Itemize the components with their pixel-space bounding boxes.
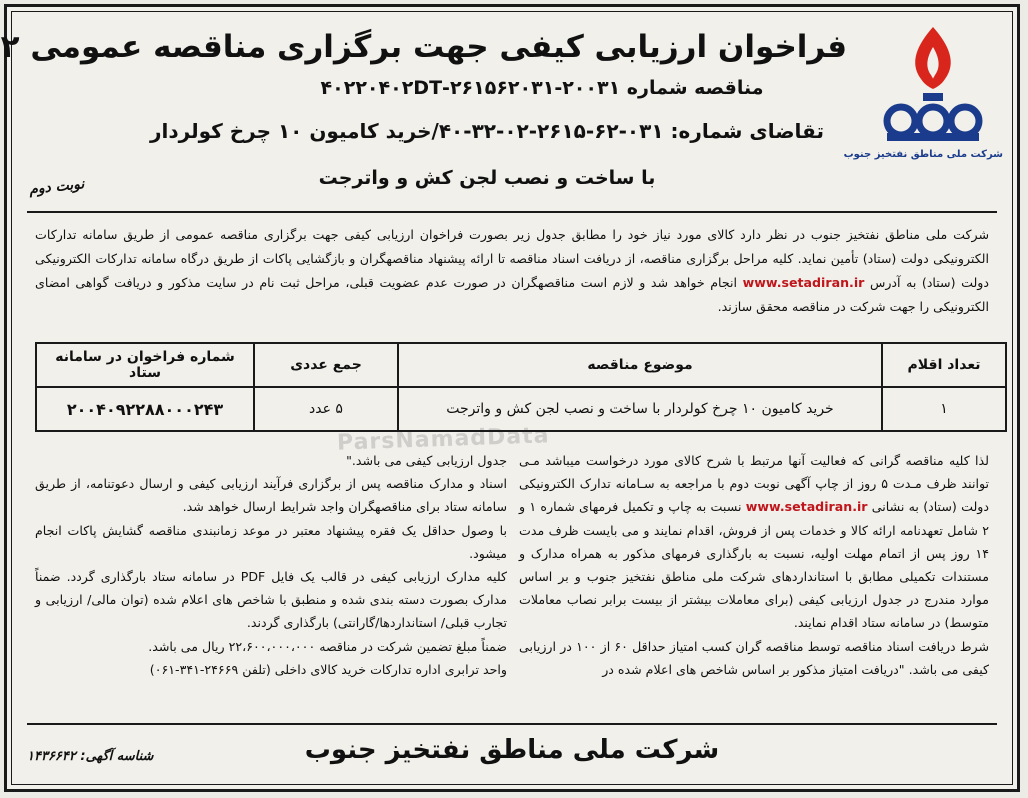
- notice-subtitle: با ساخت و نصب لجن کش و واترجت: [318, 167, 656, 189]
- footer-company-name: شرکت ملی مناطق نفتخیز جنوب: [304, 735, 720, 765]
- table-header-row: [36, 343, 1006, 387]
- tender-number: مناقصه شماره ۲۰۰۳۱-۲۶۱۵۶۲۰۳۱-۴۰۲۲۰۴۰۲DT: [320, 77, 764, 99]
- left-paragraph-1: جدول ارزیابی کیفی می باشد.": [346, 453, 507, 468]
- logo-caption: شرکت ملی مناطق نفتخیز جنوب: [843, 149, 1003, 160]
- request-number: تقاضای شماره: ۰۳۱-۶۲-۲۶۱۵-۰۲-۳۲-۴۰/خرید کامیون ۱۰ چرخ کولردار: [150, 119, 824, 143]
- right-paragraph-1: [519, 449, 989, 635]
- left-column: [35, 449, 507, 681]
- left-paragraph-5: ضمناً مبلغ تضمین شرکت در مناقصه ۲۲،۶۰۰،۰۰۰،۰۰۰ ریال می باشد.: [148, 638, 507, 654]
- footer-divider: [27, 723, 997, 725]
- intro-text-1: شرکت ملی مناطق نفتخیز جنوب در نظر دارد کالای مورد نیاز خود را مطابق جدول زیر بصورت فراخوان ارزیابی کیفی جهت برگزاری مناقصه عمومی از طریق سامانه تدارکات الکترونیکی دولت (ستاد) تأمین نماید. کلیه مراحل برگزاری مناقصه، از دریافت اسناد مناقصه تا ارائه پیشنهاد مناقصهگران و بازگشایی پاکات از طریق درگاه سامانه تدارکات الکترونیکی دولت (ستاد) به آدرس: [35, 227, 989, 290]
- setadiran-link-2[interactable]: www.setadiran.ir: [745, 499, 868, 515]
- table-row: [36, 387, 1006, 431]
- table-cell: خرید کامیون ۱۰ چرخ کولردار با ساخت و نصب لجن کش و واترجت: [398, 387, 882, 431]
- intro-paragraph: [35, 223, 989, 319]
- notice-frame: [0, 4, 1020, 792]
- company-logo: [843, 23, 1003, 173]
- right-text-2: نسبت به چاپ و تکمیل فرمهای شماره ۱ و ۲ شامل تعهدنامه ارائه کالا و خدمات پس از فروش، اقدام نمایند و می بایست ظرف مدت ۱۴ روز پس از اتمام مهلت اولیه، نسبت به بارگذاری فرمهای مذکور به همراه مدارک و مستندات تکمیلی مطابق با استانداردهای شرکت ملی مناطق نفتخیز جنوب و بر اساس موارد مندرج در جدول ارزیابی کیفی (برای معاملات بیشتر از بیست برابر نصاب معاملات متوسط) در سامانه ستاد اقدام نمایند.: [519, 499, 989, 631]
- table-cell: ۱: [882, 387, 1006, 431]
- table-header-cell: شماره فراخوان در سامانه ستاد: [36, 343, 254, 387]
- ad-id: شناسه آگهی: ۱۴۳۶۶۴۲: [27, 749, 154, 764]
- table-header-cell: موضوع مناقصه: [398, 343, 882, 387]
- intro-text-2: انجام خواهد شد و لازم است مناقصهگران در صورت عدم عضویت قبلی، مراحل ثبت نام در سایت مذکور و دریافت گواهی امضای الکترونیکی را جهت شرکت در مناقصه محقق سازند.: [35, 275, 989, 314]
- setadiran-link[interactable]: www.setadiran.ir: [742, 275, 865, 290]
- watermark: ParsNamadData: [336, 423, 550, 456]
- table-header-cell: تعداد اقلام: [882, 343, 1006, 387]
- left-paragraph-3: با وصول حداقل یک فقره پیشنهاد معتبر در موعد زمانبندی مناقصه گشایش پاکات انجام میشود.: [35, 522, 507, 561]
- turn-label: نوبت دوم: [28, 176, 85, 198]
- tender-table: [35, 342, 1007, 432]
- right-paragraph-2: شرط دریافت اسناد مناقصه توسط مناقصه گران کسب امتیاز حداقل ۶۰ از ۱۰۰ در ارزیابی کیفی می باشد. "دریافت امتیاز مذکور بر اساس شاخص های اعلام شده در: [519, 638, 990, 677]
- right-column: [519, 449, 989, 681]
- right-text-1: لذا کلیه مناقصه گرانی که فعالیت آنها مرتبط با شرح کالای مورد درخواست میباشد مـی توانند ظرف مـدت ۵ روز از چاپ آگهی نوبت دوم با مراجعه به سـامانه تدارک الکترونیکی دولت (ستاد) به نشانی: [519, 453, 989, 515]
- notice-title: فراخوان ارزیابی کیفی جهت برگزاری مناقصه عمومی ۲: [0, 29, 847, 65]
- left-paragraph-6: واحد ترابری اداره تدارکات خرید کالای داخلی (تلفن ۲۴۶۶۹-۳۴۱-۰۶۱): [149, 661, 507, 677]
- left-paragraph-4: کلیه مدارک ارزیابی کیفی در قالب یک فایل PDF در سامانه ستاد بارگذاری گردد. ضمناً مدارک بصورت دسته بندی شده و منطبق با شاخص های اعلام شده (توان مالی/ ارزیابی و تجارب قبلی/ استانداردها/گارانتی) بارگذاری گردند.: [35, 569, 507, 631]
- table-header-cell: جمع عددی: [254, 343, 398, 387]
- table-cell: ۲۰۰۴۰۹۲۲۸۸۰۰۰۲۴۳: [36, 387, 254, 431]
- header-divider: [27, 211, 997, 213]
- flame-logo-icon: [873, 23, 993, 145]
- table-cell: ۵ عدد: [254, 387, 398, 431]
- left-paragraph-2: اسناد و مدارک مناقصه پس از برگزاری فرآیند ارزیابی کیفی و ارسال دعوتنامه، از طریق سامانه ستاد برای مناقصهگران واجد شرایط ارسال خواهد شد.: [35, 476, 507, 515]
